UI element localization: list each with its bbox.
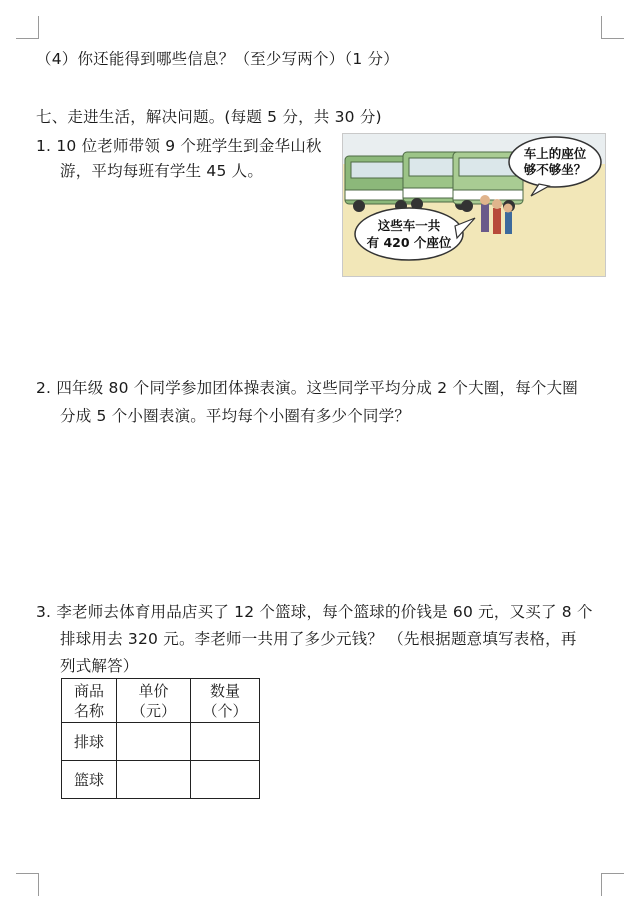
bus-illustration: [342, 133, 606, 277]
row-label-cell: 篮球: [62, 761, 117, 799]
problem-1-line-1: 1. 10 位老师带领 9 个班学生到金华山秋: [36, 137, 322, 155]
problem-3-line-2: 排球用去 320 元。李老师一共用了多少元钱？ （先根据题意填写表格，再: [60, 630, 577, 648]
header-line: （个）: [202, 701, 248, 720]
question-4-line: （4）你还能得到哪些信息？（至少写两个）（1 分）: [36, 50, 399, 68]
problem-3-line-3: 列式解答）: [60, 657, 139, 675]
bubble-left-line-1: 这些车一共: [377, 218, 441, 233]
header-line: （元）: [130, 701, 176, 720]
blank-cell[interactable]: [117, 761, 191, 799]
table-header-cell: [191, 679, 260, 723]
row-label-cell: 排球: [62, 723, 117, 761]
header-line: 商品: [73, 681, 104, 700]
table-header-cell: [62, 679, 117, 723]
bubble-left-line-2: 有 420 个座位: [366, 235, 452, 250]
crop-mark-top-right: [601, 16, 624, 39]
problem-2-line-1: 2. 四年级 80 个同学参加团体操表演。这些同学平均分成 2 个大圈，每个大圈: [36, 379, 579, 397]
crop-mark-bottom-left: [16, 873, 39, 896]
crop-mark-bottom-right: [601, 873, 624, 896]
crop-mark-top-left: [16, 16, 39, 39]
header-line: 数量: [209, 681, 240, 700]
header-line: 名称: [73, 701, 104, 720]
bus-scene-image: [343, 134, 605, 276]
table-row: [62, 761, 260, 799]
section-title: 七、走进生活，解决问题。(每题 5 分，共 30 分): [36, 108, 382, 126]
table-header-cell: [117, 679, 191, 723]
problem-3-line-1: 3. 李老师去体育用品店买了 12 个篮球，每个篮球的价钱是 60 元，又买了 8 个: [36, 603, 593, 621]
table-row: [62, 723, 260, 761]
bubble-right-line-2: 够不够坐？: [523, 162, 587, 177]
blank-cell[interactable]: [117, 723, 191, 761]
table-header-row: [62, 679, 260, 723]
bubble-right-line-1: 车上的座位: [523, 146, 587, 161]
header-line: 单价: [138, 681, 169, 700]
problem-1-line-2: 游，平均每班有学生 45 人。: [60, 162, 264, 180]
blank-cell[interactable]: [191, 723, 260, 761]
blank-cell[interactable]: [191, 761, 260, 799]
problem-2-line-2: 分成 5 个小圈表演。平均每个小圈有多少个同学？: [60, 407, 411, 425]
fill-in-table: [61, 678, 260, 799]
